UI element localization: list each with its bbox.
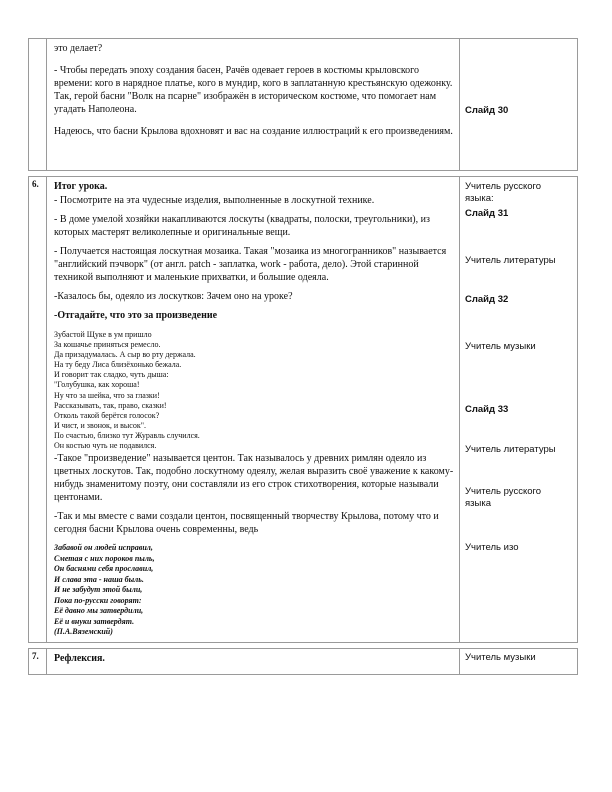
poem-line: И слава эта - наша быль.: [54, 574, 144, 584]
poem-line: И не забудут этой были,: [54, 585, 143, 595]
section-title: Итог урока.: [54, 181, 108, 192]
teacher-label: Учитель музыки: [465, 651, 536, 663]
slide-label: Слайд 33: [465, 404, 509, 415]
teacher-label: Учитель изо: [465, 542, 519, 553]
paragraph: - Посмотрите на эта чудесные изделия, выполненные в лоскутной технике.: [54, 195, 375, 206]
poem-line: "Голубушка, как хороша!: [54, 380, 140, 390]
poem-line: По счастью, близко тут Журавль случился.: [54, 430, 200, 440]
row-side: [460, 177, 578, 643]
poem-author: (П.А.Вяземский): [54, 627, 113, 637]
table-row: [29, 177, 578, 643]
section-title: Рефлексия.: [54, 652, 105, 664]
teacher-label: Учитель русского языка:: [465, 181, 542, 204]
poem-line: И чист, и звонок, и высок".: [54, 420, 146, 430]
paragraph: это делает?: [54, 43, 103, 54]
question: -Отгадайте, что это за произведение: [54, 310, 218, 321]
paragraph: - В доме умелой хозяйки накапливаются лоскуты (квадраты, полоски, треугольники), из которых мастерят великолепные и оригинальные вещи.: [54, 214, 430, 238]
poem-line: Сметая с них пороков пыль,: [54, 553, 155, 563]
row-number: 7.: [29, 648, 47, 674]
slide-label: Слайд 31: [465, 208, 509, 219]
table-row: [29, 39, 578, 171]
poem-line: Рассказывать, так, право, сказки!: [54, 400, 167, 410]
poem-line: Да призадумалась. А сыр во рту держала.: [54, 350, 196, 360]
paragraph: -Такое "произведение" называется центон. Так называлось у древних римлян одеяло из цветных лоскутов. Так, подобно лоскутному одеялу, желая выразить своё уважение к какому-нибудь знаменитому поэту, они составляли из его строк стихотворения, которые называли центонами.: [54, 453, 454, 504]
table-row: [29, 648, 578, 674]
poem-line: Отколь такой берётся голосок?: [54, 410, 160, 420]
centon-poem: [54, 330, 454, 451]
poem-line: Он баснями себя прославил,: [54, 564, 154, 574]
poem-line: Её и внуки затвердят.: [54, 616, 135, 626]
row-content: [47, 648, 460, 674]
teacher-label: Учитель литературы: [465, 444, 556, 455]
poem-line: И говорит так сладко, чуть дыша:: [54, 370, 169, 380]
slide-label: Слайд 30: [465, 105, 509, 116]
vyazemsky-poem: [54, 543, 454, 638]
paragraph: - Чтобы передать эпоху создания басен, Рачёв одевает героев в костюмы крыловского времени: кого в нарядное платье, кого в мундир, кого в заплатанную крестьянскую одежонку. Так, герой басни "Волк на псарне" изображён в историческом костюме, что помогает нам угадать Наполеона.: [54, 65, 453, 115]
paragraph: Надеюсь, что басни Крылова вдохновят и вас на создание иллюстраций к его произведениям.: [54, 126, 453, 137]
paragraph: -Так и мы вместе с вами создали центон, посвященный творчеству Крылова, потому что и сегодня басни Крылова очень современны, ведь: [54, 511, 439, 536]
row-side: [460, 648, 578, 674]
teacher-label: Учитель литературы: [465, 255, 556, 266]
poem-line: Пока по-русски говорят:: [54, 595, 142, 605]
poem-line: За кошачье приняться ремесло.: [54, 340, 161, 350]
lesson-plan-table: [28, 38, 578, 675]
row-content: [47, 39, 460, 171]
row-number: 6.: [29, 177, 47, 643]
poem-line: Ну что за шейка, что за глазки!: [54, 390, 160, 400]
teacher-label: Учитель музыки: [465, 341, 536, 352]
paragraph: - Получается настоящая лоскутная мозаика. Такая "мозаика из многогранников" называется "английский пэчворк" (от англ. patch - заплатка, work - работа, дело). Этой старинной техникой выполняют и маленькие прихватки, и большие одеяла.: [54, 246, 447, 283]
row-number: [29, 39, 47, 171]
poem-line: На ту беду Лиса близёхонько бежала.: [54, 360, 182, 370]
poem-line: Забавой он людей исправил,: [54, 543, 153, 553]
slide-label: Слайд 32: [465, 294, 509, 305]
poem-line: Он костью чуть не подавился.: [54, 441, 157, 451]
teacher-label: Учитель русского языка: [465, 486, 542, 509]
paragraph: -Казалось бы, одеяло из лоскутков: Зачем оно на уроке?: [54, 291, 293, 302]
row-content: [47, 177, 460, 643]
poem-line: Зубастой Щуке в ум пришло: [54, 330, 152, 339]
row-side: [460, 39, 578, 171]
poem-line: Её давно мы затвердили,: [54, 606, 144, 616]
